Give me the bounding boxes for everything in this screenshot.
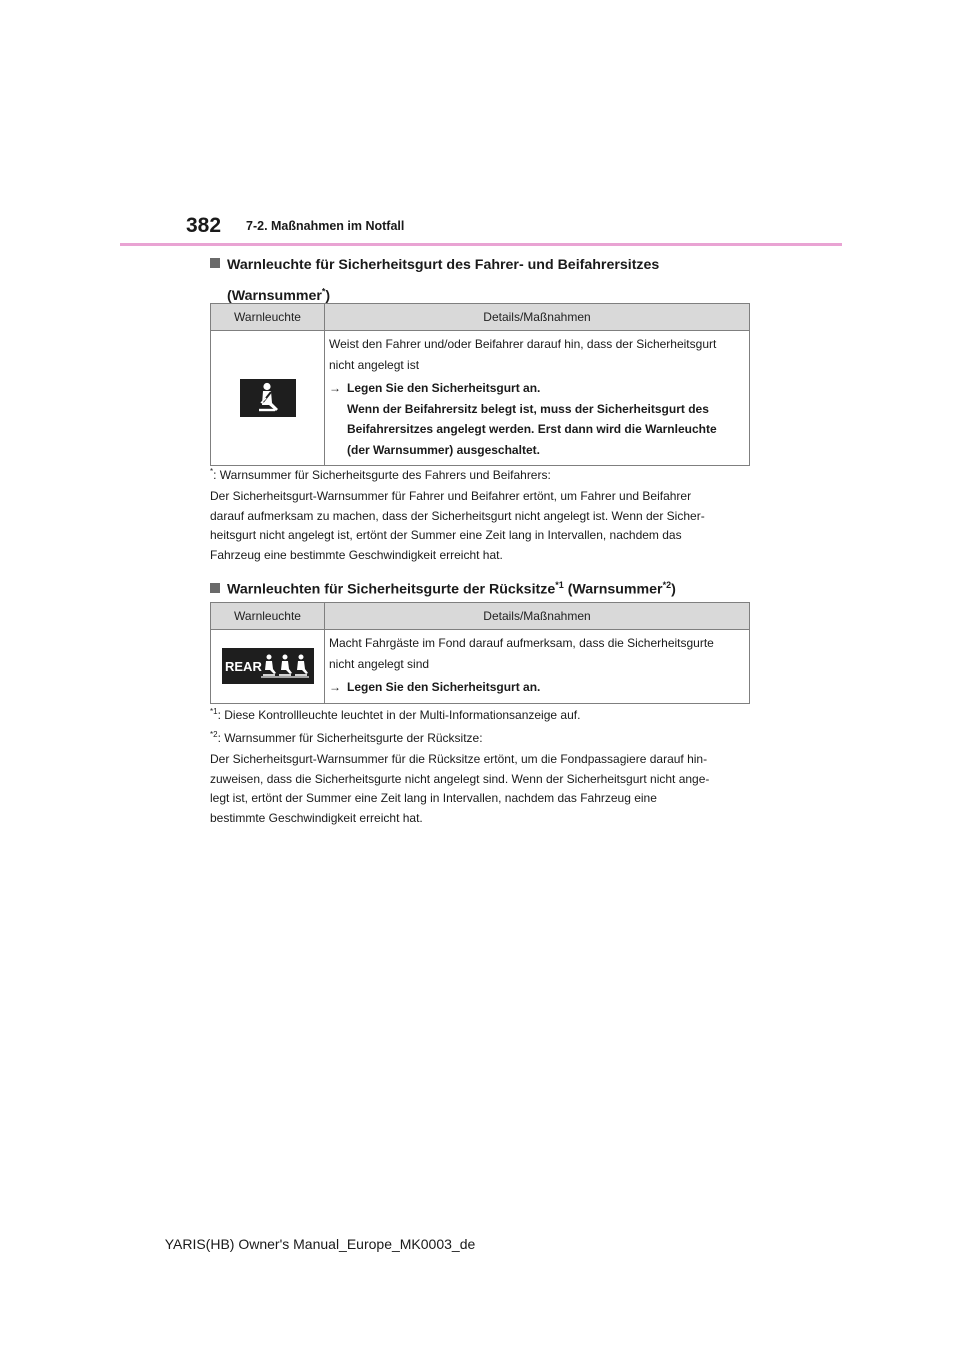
rear-seatbelt-warning-table (210, 602, 750, 704)
column-header-details: Details/Maßnahmen (325, 603, 750, 630)
column-header-warnleuchte: Warnleuchte (211, 304, 325, 331)
footnote: *: Warnsummer für Sicherheitsgurte des Fahrers und Beifahrers: (210, 467, 551, 482)
footnote-2: $^{*2}$: Warnsummer für Sicherheitsgurte der Rücksitze: (210, 730, 483, 745)
table-header-row (211, 304, 750, 331)
action-text: → Legen Sie den Sicherheitsgurt an. (329, 378, 743, 399)
section1-paragraph: Der Sicherheitsgurt-Warnsummer für Fahrer und Beifahrer ertönt, um Fahrer und Beifahrer darauf aufmerksam zu machen, dass der Sicherheitsgurt nicht angelegt ist. Wenn der Sicher- heitsgurt nicht angelegt ist, ertönt der Summer eine Zeit lang in Intervallen, nachdem das Fahrzeug eine bestimmte Geschwindigkeit erreicht hat. (210, 489, 705, 562)
detail-cell: Weist den Fahrer und/oder Beifahrer darauf hin, dass der Sicherheitsgurt nicht angelegt ist → Legen Sie den Sicherheitsgurt an. Wenn der Beifahrersitz belegt ist, muss der Sicherheitsgurt des Beifahrersitzes angelegt werden. Erst dann wird die Warnleuchte (der Warnsummer) ausgeschaltet. (325, 331, 750, 466)
table-row (211, 331, 750, 466)
icon-cell (211, 331, 325, 466)
rear-seatbelt-warning-icon (222, 648, 314, 684)
front-seatbelt-warning-table (210, 303, 750, 466)
bullet-square-icon (210, 583, 220, 593)
icon-cell (211, 630, 325, 704)
table-header-row (211, 603, 750, 630)
bullet-square-icon (210, 258, 220, 268)
detail-cell: Macht Fahrgäste im Fond darauf aufmerksam, dass die Sicherheitsgurte nicht angelegt sind → Legen Sie den Sicherheitsgurt an. (325, 630, 750, 704)
page-number: 382 (186, 214, 222, 237)
section-heading-front-seatbelt: Warnleuchte für Sicherheitsgurt des Fahrer- und Beifahrersitzes (Warnsummer*) (210, 252, 659, 309)
section2-paragraph: Der Sicherheitsgurt-Warnsummer für die Rücksitze ertönt, um die Fondpassagiere darauf hin- zuweisen, dass die Sicherheitsgurte nicht angelegt sind. Wenn der Sicherheitsgurt nicht ange- legt ist, ertönt der Summer eine Zeit lang in Intervallen, nachdem das Fahrzeug eine bestimmte Geschwindigkeit erreicht hat. (210, 752, 710, 825)
section-heading-rear-seatbelt: Warnleuchten für Sicherheitsgurte der Rücksitze$^{*1}$ (Warnsummer$^{*2}$) (210, 572, 676, 603)
action-text: → Legen Sie den Sicherheitsgurt an. (329, 677, 743, 698)
arrow-right-icon: → (329, 680, 341, 694)
column-header-warnleuchte: Warnleuchte (211, 603, 325, 630)
svg-text:REAR: REAR (224, 659, 262, 675)
footnote-1: $^{*1}$: Diese Kontrollleuchte leuchtet in der Multi-Informationsanzeige auf. (210, 707, 581, 722)
arrow-right-icon: → (329, 381, 341, 395)
column-header-details: Details/Maßnahmen (325, 304, 750, 331)
seatbelt-warning-icon (240, 379, 296, 417)
header-rule (120, 243, 842, 246)
footer-manual-id: YARIS(HB) Owner's Manual_Europe_MK0003_de (164, 1236, 476, 1252)
table-row (211, 630, 750, 704)
chapter-title: 7-2. Maßnahmen im Notfall (246, 219, 405, 233)
